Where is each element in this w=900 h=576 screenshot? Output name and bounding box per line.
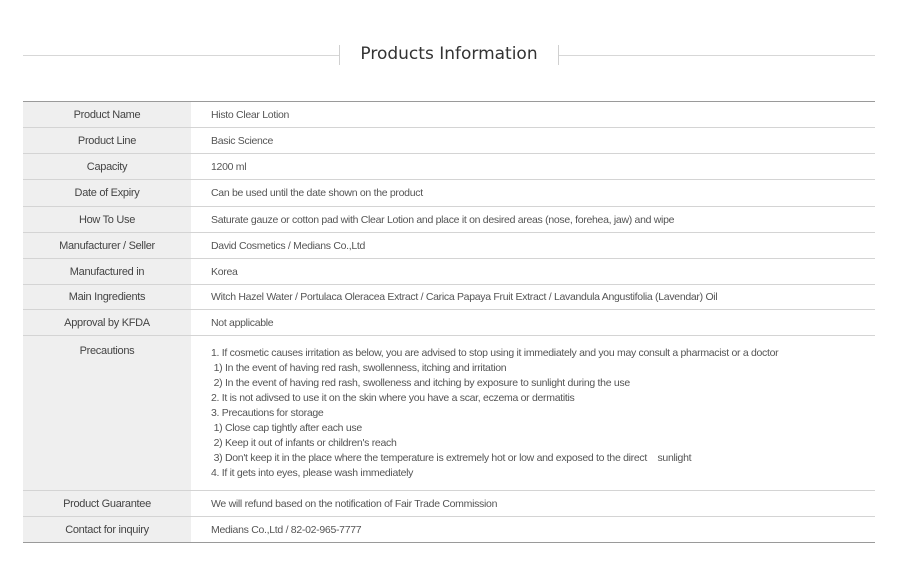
precaution-line: 3. Precautions for storage [211, 407, 324, 419]
precaution-line: 1) In the event of having red rash, swollenness, itching and irritation [211, 362, 507, 374]
row-approval-kfda [23, 310, 875, 336]
header-divider-right [559, 55, 875, 56]
value-how-to-use: Saturate gauze or cotton pad with Clear Lotion and place it on desired areas (nose, forehea, jaw) and wipe [191, 207, 875, 233]
label-main-ingredients: Main Ingredients [23, 285, 191, 310]
row-product-name [23, 102, 875, 128]
value-main-ingredients: Witch Hazel Water / Portulaca Oleracea Extract / Carica Papaya Fruit Extract / Lavandula Angustifolia (Lavendar) Oil [191, 285, 875, 310]
row-contact-inquiry [23, 517, 875, 543]
label-product-guarantee: Product Guarantee [23, 491, 191, 517]
label-capacity: Capacity [23, 154, 191, 180]
label-manufacturer-seller: Manufacturer / Seller [23, 233, 191, 259]
value-product-guarantee: We will refund based on the notification of Fair Trade Commission [191, 491, 875, 517]
label-how-to-use: How To Use [23, 207, 191, 233]
label-approval-kfda: Approval by KFDA [23, 310, 191, 336]
value-manufacturer-seller: David Cosmetics / Medians Co.,Ltd [191, 233, 875, 259]
row-how-to-use [23, 207, 875, 233]
section-header [23, 40, 875, 70]
precaution-line: 1. If cosmetic causes irritation as below, you are advised to stop using it immediately and you may consult a pharmacist or a doctor [211, 347, 779, 359]
precaution-line: 2. It is not adivsed to use it on the skin where you have a scar, eczema or dermatitis [211, 392, 575, 404]
row-main-ingredients [23, 285, 875, 310]
value-contact-inquiry: Medians Co.,Ltd / 82-02-965-7777 [211, 523, 362, 536]
precaution-line: 2) Keep it out of infants or children's reach [211, 437, 397, 449]
row-product-line [23, 128, 875, 154]
value-capacity: 1200 ml [191, 154, 875, 180]
label-product-line: Product Line [23, 128, 191, 154]
header-divider-left [23, 55, 339, 56]
row-capacity [23, 154, 875, 180]
label-product-name: Product Name [23, 102, 191, 128]
value-manufactured-in: Korea [191, 259, 875, 285]
product-info-table [23, 101, 875, 543]
row-manufactured-in [23, 259, 875, 285]
page-title: Products Information [360, 44, 538, 64]
value-date-of-expiry: Can be used until the date shown on the product [191, 180, 875, 207]
value-precautions [191, 336, 875, 491]
label-manufactured-in: Manufactured in [23, 259, 191, 285]
value-product-line: Basic Science [191, 128, 875, 154]
precaution-line: 2) In the event of having red rash, swolleness and itching by exposure to sunlight during the use [211, 377, 630, 389]
label-precautions: Precautions [23, 336, 191, 491]
row-product-guarantee [23, 491, 875, 517]
label-contact-inquiry: Contact for inquiry [23, 517, 191, 543]
row-precautions [23, 336, 875, 491]
value-approval-kfda: Not applicable [191, 310, 875, 336]
row-date-of-expiry [23, 180, 875, 207]
precaution-line: 4. If it gets into eyes, please wash immediately [211, 467, 414, 479]
row-manufacturer-seller [23, 233, 875, 259]
precaution-line: 3) Don't keep it in the place where the temperature is extremely hot or low and exposed to the direct sunlight [211, 452, 692, 464]
precaution-line: 1) Close cap tightly after each use [211, 422, 362, 434]
label-date-of-expiry: Date of Expiry [23, 180, 191, 207]
value-product-name: Histo Clear Lotion [191, 102, 875, 128]
